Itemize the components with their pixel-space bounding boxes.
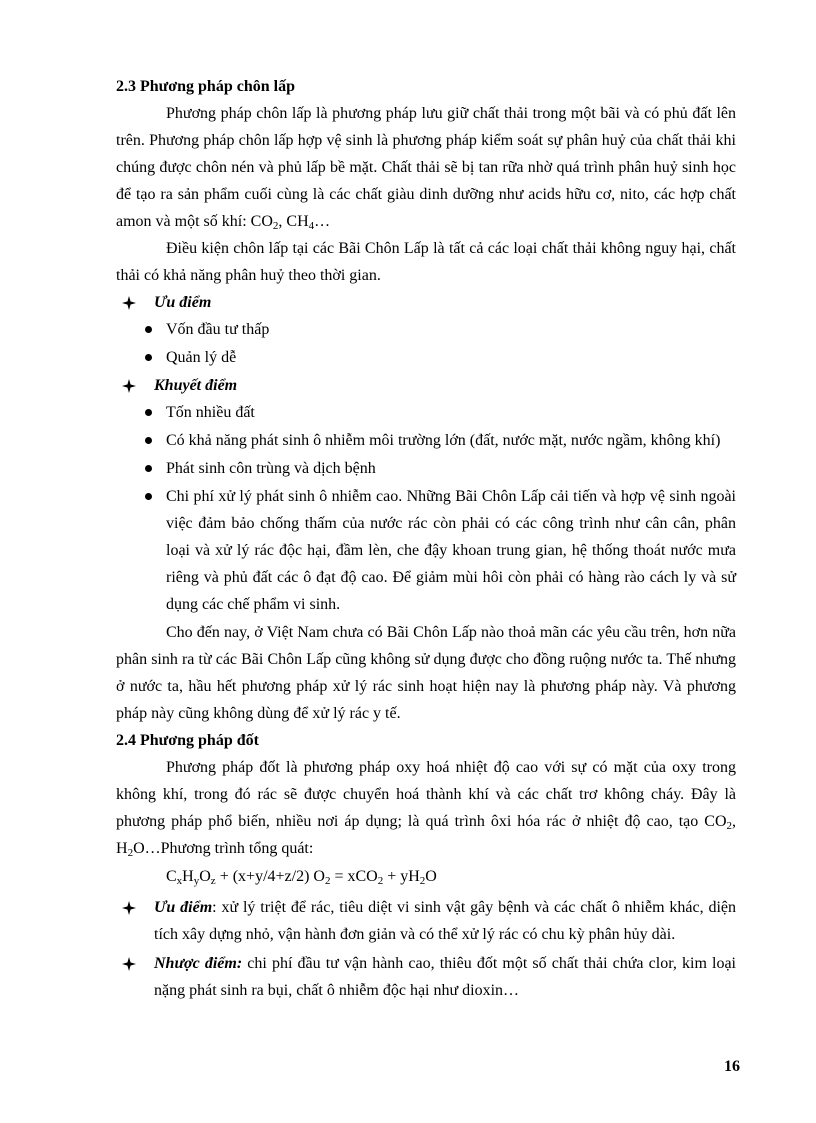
co2-subscript: 2	[726, 820, 732, 832]
list-item-text: Chi phí xử lý phát sinh ô nhiễm cao. Những Bãi Chôn Lấp cải tiến và hợp vệ sinh ngoài việc đảm bảo chống thấm của nước rác còn phải có các công trình như cân cân, phân loại và xử lý rác độc hại, đầm lèn, che đậy khoan trung gian, hệ thống thoát nước mưa riêng và phủ đất các ô đạt độ cao. Để giảm mùi hôi còn phải có hàng rào cách ly và sử dụng các chế phẩm vi sinh.	[166, 488, 736, 613]
paragraph-text: Phương pháp chôn lấp là phương pháp lưu giữ chất thải trong một bãi và có phủ đất lên trên. Phương pháp chôn lấp hợp vệ sinh là phương pháp kiểm soát sự phân huỷ của chất thải khi chúng được chôn nén và phủ lấp bề mặt. Chất thải sẽ bị tan rữa nhờ quá trình phân huỷ sinh học để tạo ra sản phẩm cuối cùng là các chất giàu dinh dưỡng như acids hữu cơ, nito, các hợp chất amon và một số khí: CO	[116, 105, 736, 230]
formula-subscript: y	[193, 875, 200, 887]
section-2-4-heading: 2.4 Phương pháp đốt	[116, 732, 259, 749]
paragraph-text-end: O…Phương trình tổng quát:	[133, 840, 314, 857]
disadvantages-label: Khuyết điểm	[154, 377, 238, 394]
formula-part: = xCO	[330, 868, 378, 885]
list-item	[116, 399, 736, 426]
formula-subscript: 2	[324, 875, 331, 887]
bullet-dot-icon	[145, 326, 152, 333]
section-2-3-paragraph-1	[116, 100, 736, 235]
diamond-bullet-icon	[121, 372, 137, 399]
formula-part: H	[182, 868, 194, 885]
document-page	[116, 73, 736, 1006]
section-2-3-paragraph-2: Điều kiện chôn lấp tại các Bãi Chôn Lấp là tất cả các loại chất thải không nguy hại, chất thải có khả năng phân huỷ theo thời gian.	[116, 240, 736, 284]
page-number: 16	[724, 1058, 740, 1075]
paragraph-text-end: …	[314, 213, 331, 230]
section-2-3-heading: 2.3 Phương pháp chôn lấp	[116, 78, 295, 95]
formula-subscript: 2	[419, 875, 426, 887]
list-item-text: Phát sinh côn trùng và dịch bệnh	[166, 460, 376, 477]
combustion-equation	[116, 862, 736, 892]
list-item-text: Vốn đầu tư thấp	[166, 321, 270, 338]
bullet-dot-icon	[145, 354, 152, 361]
formula-part: O	[425, 868, 437, 885]
section-2-4-paragraph-1	[116, 754, 736, 862]
burning-disadvantages-row	[116, 950, 736, 1004]
burning-disadvantages-label: Nhược điểm:	[154, 955, 243, 972]
burning-advantages-row	[116, 894, 736, 948]
burning-advantages-label: Ưu điểm	[154, 899, 213, 916]
bullet-dot-icon	[145, 493, 152, 500]
burning-advantages-text: : xử lý triệt để rác, tiêu diệt vi sinh vật gây bệnh và các chất ô nhiễm khác, diện tích xây dựng nhỏ, vận hành đơn giản và có thể xử lý rác có chu kỳ phân hủy dài.	[154, 899, 737, 943]
formula-part: C	[166, 868, 177, 885]
paragraph-text: Phương pháp đốt là phương pháp oxy hoá nhiệt độ cao với sự có mặt của oxy trong không khí, trong đó rác sẽ được chuyển hoá thành khí và các chất trơ không cháy. Đây là phương pháp phổ biến, nhiều nơi áp dụng; là quá trình ôxi hóa rác ở nhiệt độ cao, tạo CO	[116, 759, 736, 830]
disadvantages-heading-row	[116, 372, 736, 399]
list-item	[116, 455, 736, 482]
list-item	[116, 427, 736, 454]
formula-part: + (x+y/4+z/2) O	[215, 868, 325, 885]
diamond-bullet-icon	[121, 950, 137, 977]
co2-subscript: 2	[272, 220, 279, 232]
burning-disadvantages-text: chi phí đầu tư vận hành cao, thiêu đốt một số chất thải chứa clor, kim loại nặng phát sinh ra bụi, chất ô nhiễm độc hại như dioxin…	[154, 955, 736, 999]
formula-subscript: x	[176, 875, 183, 887]
list-item-text: Tốn nhiều đất	[166, 404, 255, 421]
bullet-dot-icon	[145, 409, 152, 416]
advantages-heading-row	[116, 289, 736, 316]
paragraph-text-mid: , H	[116, 813, 736, 857]
list-item	[116, 344, 736, 371]
list-item	[116, 316, 736, 343]
formula-subscript: z	[210, 875, 216, 887]
list-item-text: Có khả năng phát sinh ô nhiễm môi trường lớn (đất, nước mặt, nước ngầm, không khí)	[166, 432, 721, 449]
list-item-text: Quản lý dễ	[166, 349, 237, 366]
bullet-dot-icon	[145, 465, 152, 472]
diamond-bullet-icon	[121, 894, 137, 921]
formula-part: O	[199, 868, 211, 885]
bullet-dot-icon	[145, 437, 152, 444]
h2o-subscript: 2	[127, 847, 134, 859]
advantages-list	[116, 316, 736, 371]
formula-subscript: 2	[377, 875, 384, 887]
diamond-bullet-icon	[121, 289, 137, 316]
formula-part: + yH	[383, 868, 420, 885]
ch4-subscript: 4	[308, 220, 315, 232]
disadvantages-list	[116, 399, 736, 618]
section-2-3-paragraph-3: Cho đến nay, ở Việt Nam chưa có Bãi Chôn Lấp nào thoả mãn các yêu cầu trên, hơn nữa phân sinh ra từ các Bãi Chôn Lấp cũng không sử dụng được cho đồng ruộng nước ta. Thế nhưng ở nước ta, hầu hết phương pháp xử lý rác sinh hoạt hiện nay là phương pháp này. Và phương pháp này cũng không dùng để xử lý rác y tế.	[116, 624, 736, 722]
paragraph-text-sep: , CH	[278, 213, 309, 230]
list-item	[116, 483, 736, 618]
advantages-label: Ưu điểm	[154, 294, 212, 311]
